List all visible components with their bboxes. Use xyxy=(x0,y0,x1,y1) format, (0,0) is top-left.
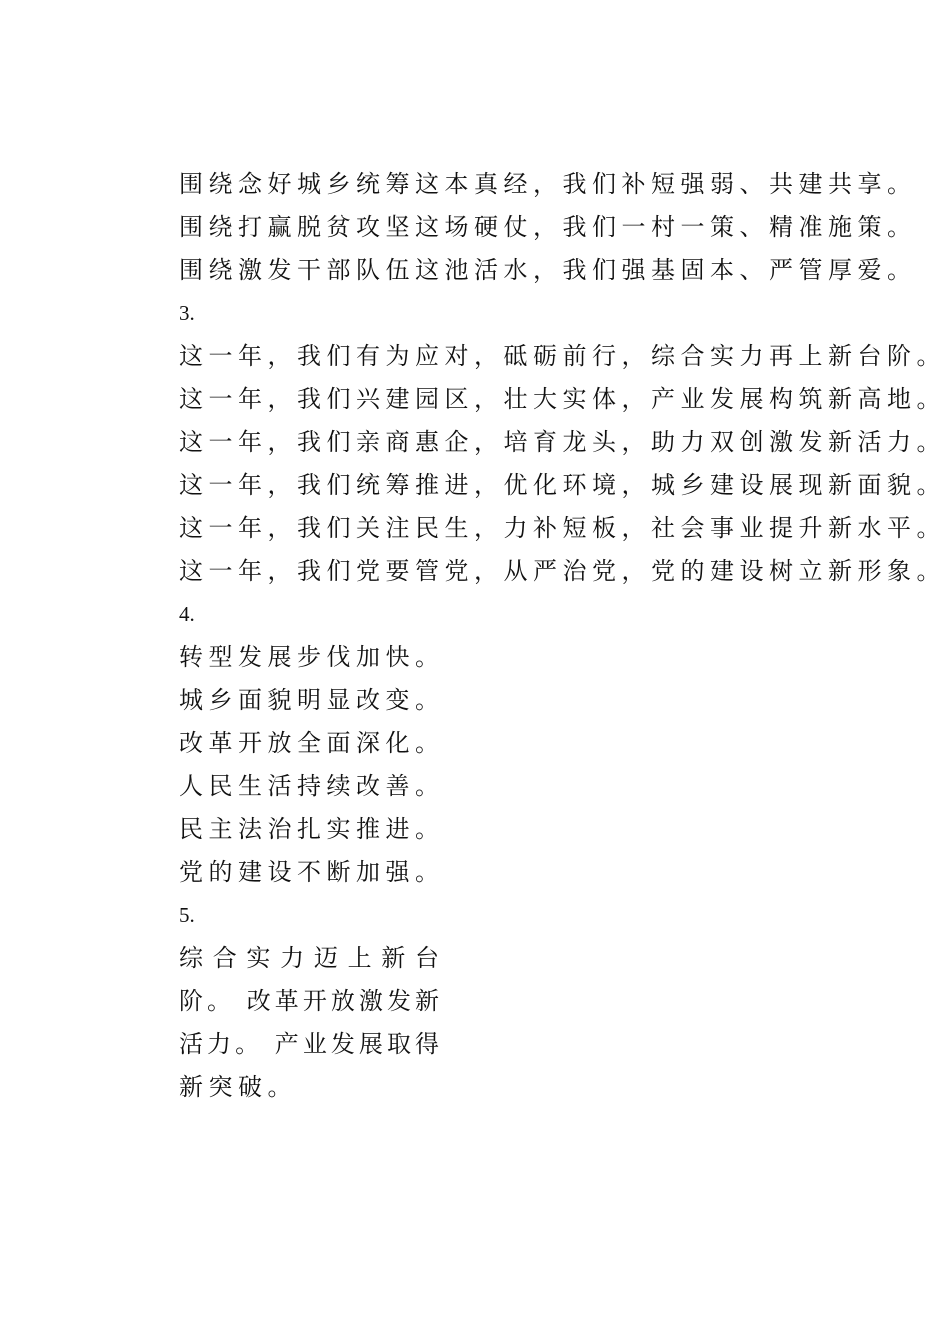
section-5-number: 5. xyxy=(179,903,195,927)
section-4-lines xyxy=(179,636,859,894)
text-line: 这一年，我们兴建园区，壮大实体，产业发展构筑新高地。 xyxy=(179,385,946,413)
text-line: 这一年，我们统筹推进，优化环境，城乡建设展现新面貌。 xyxy=(179,471,946,499)
text-line: 活力。 产业发展取得 xyxy=(179,1030,439,1058)
text-line: 围绕打赢脱贫攻坚这场硬仗，我们一村一策、精准施策。 xyxy=(179,213,917,241)
text-line: 围绕念好城乡统筹这本真经，我们补短强弱、共建共享。 xyxy=(179,170,917,198)
text-line: 这一年，我们党要管党，从严治党，党的建设树立新形象。 xyxy=(179,557,946,585)
section-4-number: 4. xyxy=(179,602,195,626)
section-2-lines xyxy=(179,163,917,292)
section-5-lines xyxy=(179,937,859,1109)
text-line: 党的建设不断加强。 xyxy=(179,858,445,886)
text-line: 这一年，我们关注民生，力补短板，社会事业提升新水平。 xyxy=(179,514,946,542)
text-line: 这一年，我们有为应对，砥砺前行，综合实力再上新台阶。 xyxy=(179,342,946,370)
text-line: 这一年，我们亲商惠企，培育龙头，助力双创激发新活力。 xyxy=(179,428,946,456)
text-line: 围绕激发干部队伍这池活水，我们强基固本、严管厚爱。 xyxy=(179,256,917,284)
text-line: 综合实力迈上新台 xyxy=(179,944,439,972)
text-line: 民主法治扎实推进。 xyxy=(179,815,445,843)
text-line: 人民生活持续改善。 xyxy=(179,772,445,800)
text-line: 阶。 改革开放激发新 xyxy=(179,987,439,1015)
document-body xyxy=(179,163,946,1109)
section-3-number: 3. xyxy=(179,301,195,325)
section-3-lines xyxy=(179,335,946,593)
text-line: 城乡面貌明显改变。 xyxy=(179,686,445,714)
text-line: 转型发展步伐加快。 xyxy=(179,643,445,671)
text-line: 新突破。 xyxy=(179,1073,297,1101)
text-line: 改革开放全面深化。 xyxy=(179,729,445,757)
